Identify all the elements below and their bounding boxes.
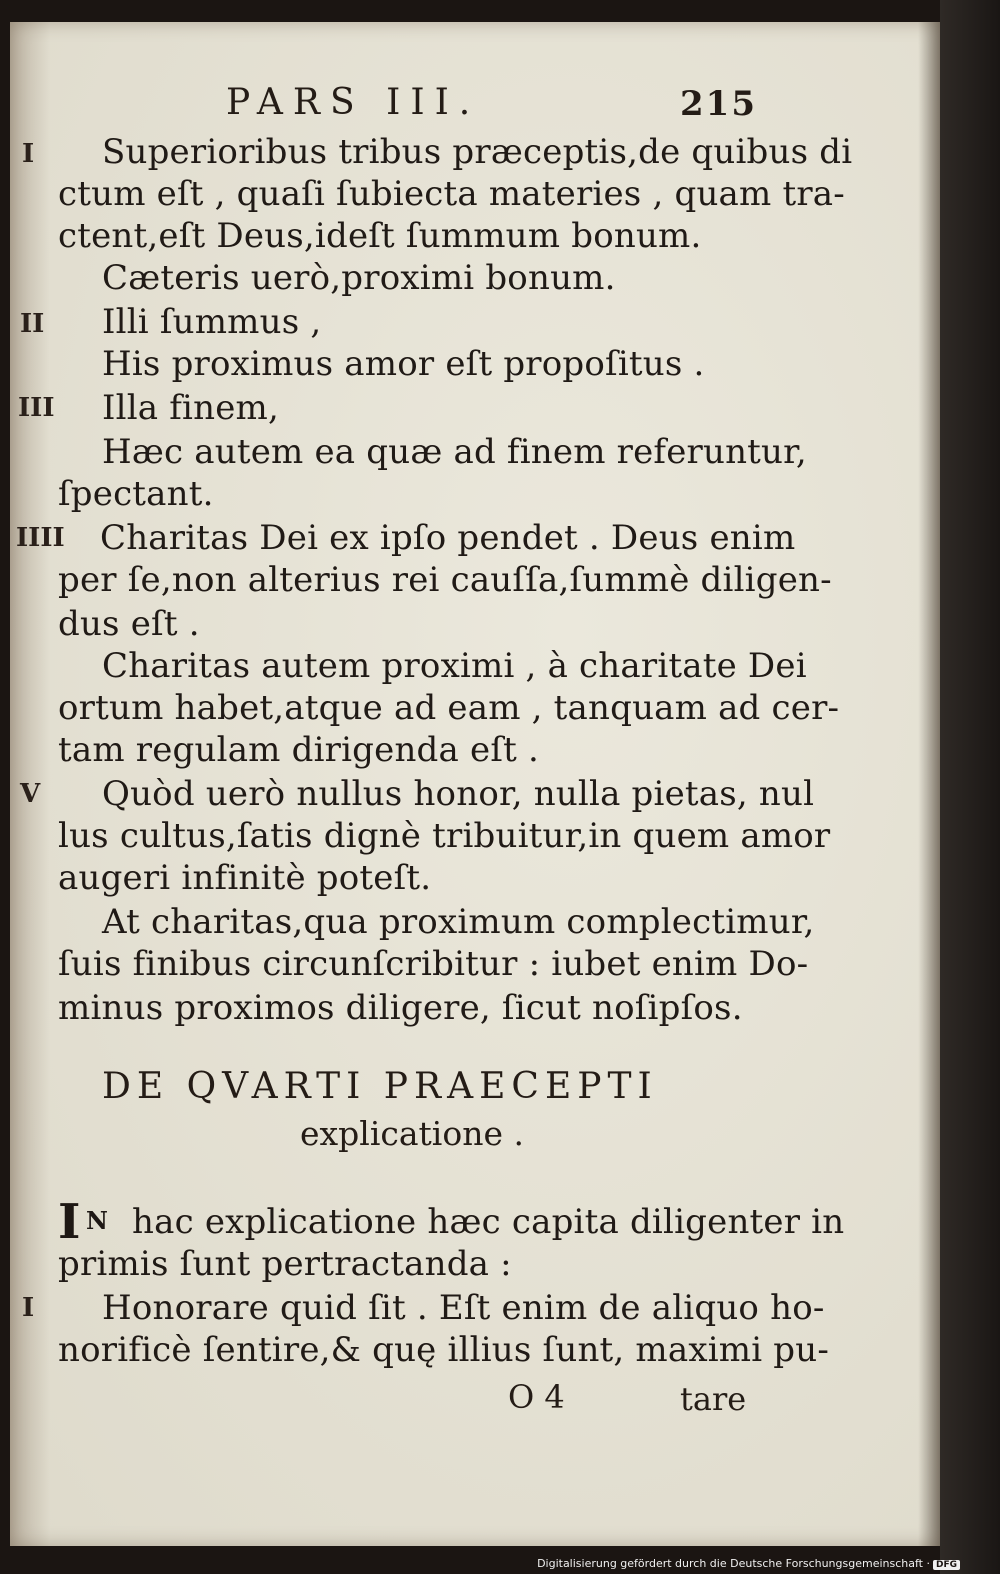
text-line: Illa finem,	[102, 388, 279, 428]
text-line: dus eſt .	[58, 604, 200, 644]
text-line: ſpectant.	[58, 474, 214, 514]
credit-text: Digitalisierung gefördert durch die Deutsche Forschungsgemeinschaft ·	[537, 1557, 930, 1570]
text-line: Honorare quid ſit . Eſt enim de aliquo ho-	[102, 1288, 825, 1328]
text-line: ctum eſt , quaſi ſubiecta materies , quam tra-	[58, 174, 845, 214]
text-line: Cæteris uerò,proximi bonum.	[102, 258, 616, 298]
text-line: norificè ſentire,& quę illius ſunt, maximi pu-	[58, 1330, 830, 1370]
text-line: ſuis finibus circunſcribitur : iubet enim Do-	[58, 944, 809, 984]
text-line: Superioribus tribus præceptis,de quibus di	[102, 132, 853, 172]
section-heading: DE QVARTI PRAECEPTI	[102, 1066, 658, 1107]
text-line: ortum habet,atque ad eam , tanquam ad cer-	[58, 688, 840, 728]
text-line: hac explicatione hæc capita diligenter in	[132, 1202, 845, 1242]
text-line: At charitas,qua proximum complectimur,	[102, 902, 815, 942]
text-line: Illi ſummus ,	[102, 302, 322, 342]
text-line: Charitas Dei ex ipſo pendet . Deus enim	[100, 518, 796, 558]
text-line: ctent,eſt Deus,ideſt ſummum bonum.	[58, 216, 702, 256]
margin-numeral-1: I	[22, 139, 35, 169]
text-line: Hæc autem ea quæ ad finem referuntur,	[102, 432, 807, 472]
section-subheading: explicatione .	[300, 1114, 524, 1153]
page-number: 215	[680, 84, 757, 124]
margin-numeral-6: I	[22, 1293, 35, 1323]
text-line: His proximus amor eſt propoſitus .	[102, 344, 705, 384]
running-title: PARS III.	[226, 82, 481, 123]
text-line: per ſe,non alterius rei cauſſa,ſummè diligen-	[58, 560, 832, 600]
margin-numeral-5: V	[20, 779, 41, 809]
dfg-logo: DFG	[933, 1560, 960, 1570]
digitization-credit	[537, 1557, 960, 1570]
signature-mark: O 4	[508, 1378, 565, 1416]
text-line: minus proximos diligere, ſicut noſipſos.	[58, 988, 743, 1028]
text-line: lus cultus,ſatis dignè tribuitur,in quem amor	[58, 816, 831, 856]
initial-letter: I	[58, 1194, 81, 1250]
catchword: tare	[680, 1380, 747, 1418]
text-line: primis ſunt pertractanda :	[58, 1244, 512, 1284]
margin-numeral-2: II	[20, 309, 45, 339]
text-line: augeri infinitè poteſt.	[58, 858, 432, 898]
initial-letter-rest: N	[86, 1206, 108, 1235]
text-line: Quòd uerò nullus honor, nulla pietas, nul	[102, 774, 815, 814]
text-line: Charitas autem proximi , à charitate Dei	[102, 646, 807, 686]
text-line: tam regulam dirigenda eſt .	[58, 730, 539, 770]
margin-numeral-3: III	[18, 393, 55, 423]
margin-numeral-4: IIII	[16, 523, 65, 553]
